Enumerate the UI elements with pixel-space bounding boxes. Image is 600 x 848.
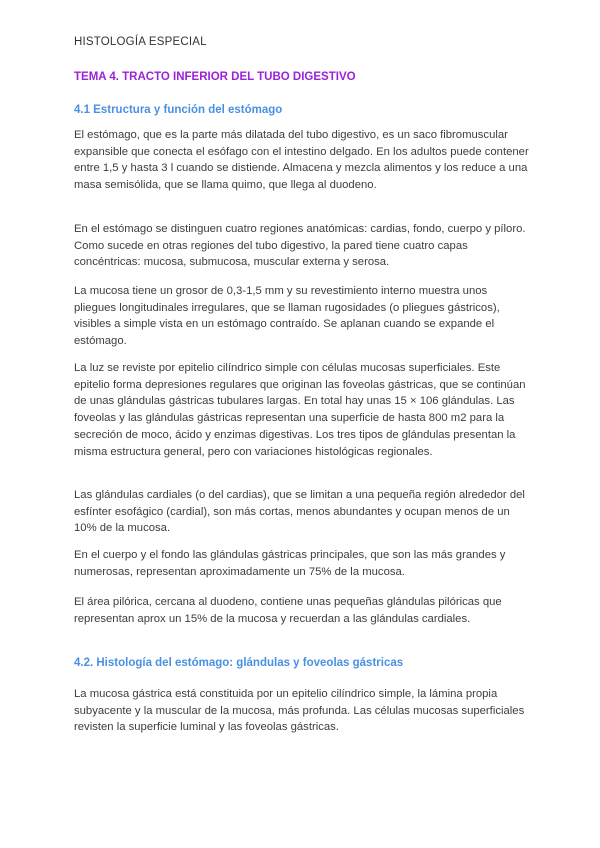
paragraph: El área pilórica, cercana al duodeno, contiene unas pequeñas glándulas pilóricas que representan aprox un 15% de la mucosa y recuerdan a las glándulas cardiales. <box>74 596 502 625</box>
running-header: HISTOLOGÍA ESPECIAL <box>74 36 207 48</box>
paragraph: En el estómago se distinguen cuatro regiones anatómicas: cardias, fondo, cuerpo y píloro. Como sucede en otras regiones del tubo digestivo, la pared tiene cuatro capas concéntricas: mucosa, submucosa, muscular externa y serosa. <box>74 223 526 269</box>
paragraph: El estómago, que es la parte más dilatada del tubo digestivo, es un saco fibromuscular expansible que conecta el esófago con el intestino delgado. En los adultos puede contener entre 1,5 y hasta 3 l cuando se distiende. Almacena y mezcla alimentos y los reduce a una masa semisólida, que se llama quimo, que llega al duodeno. <box>74 129 529 192</box>
paragraph: La luz se reviste por epitelio cilíndrico simple con células mucosas superficiales. Este epitelio forma depresiones regulares que originan las foveolas gástricas, que se continúan de unas glándulas gástricas tubulares largas. En total hay unas 15 × 106 glándulas. Las foveolas y las glándulas gástricas representan una superficie de hasta 800 m2 para la secreción de moco, ácido y enzimas digestivas. Los tres tipos de glándulas presentan la misma estructura general, pero con variaciones histológicas regionales. <box>74 362 526 458</box>
chapter-title: TEMA 4. TRACTO INFERIOR DEL TUBO DIGESTIVO <box>74 71 356 83</box>
paragraph: La mucosa gástrica está constituida por un epitelio cilíndrico simple, la lámina propia subyacente y la muscular de la mucosa, más profunda. Las células mucosas superficiales revisten la superficie luminal y las foveolas gástricas. <box>74 688 525 734</box>
section-heading-4-2: 4.2. Histología del estómago: glándulas y foveolas gástricas <box>74 657 404 669</box>
paragraph: Las glándulas cardiales (o del cardias), que se limitan a una pequeña región alrededor del esfínter esofágico (cardial), son más cortas, menos abundantes y ocupan menos de un 10% de la mucosa. <box>74 489 525 535</box>
paragraph: La mucosa tiene un grosor de 0,3-1,5 mm y su revestimiento interno muestra unos pliegues longitudinales irregulares, que se llaman rugosidades (o pliegues gástricos), visibles a simple vista en un estómago contraído. Se aplanan cuando se expande el estómago. <box>74 285 500 348</box>
paragraph: En el cuerpo y el fondo las glándulas gástricas principales, que son las más grandes y numerosas, representan aproximadamente un 75% de la mucosa. <box>74 549 506 578</box>
section-heading-4-1: 4.1 Estructura y función del estómago <box>74 104 283 116</box>
